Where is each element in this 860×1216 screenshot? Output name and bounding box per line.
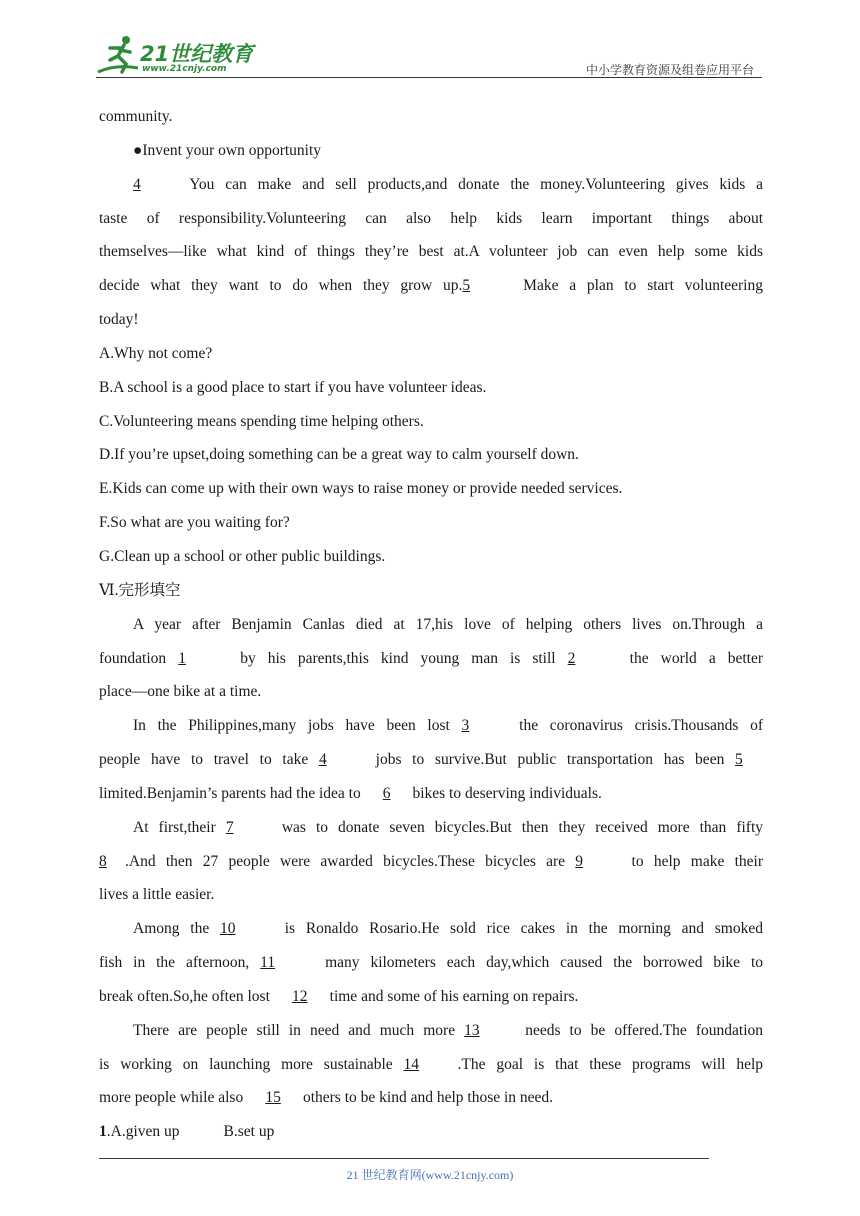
text-line: In the Philippines,many jobs have been lost 3 the coronavirus crisis.Thousands of (99, 709, 763, 743)
answer-blank: 4 (318, 751, 327, 769)
answer-blank: 12 (292, 987, 308, 1005)
text-line: lives a little easier. (99, 886, 215, 904)
text-line: There are people still in need and much more 13 needs to be offered.The foundation (99, 1014, 763, 1048)
text-line: taste of responsibility.Volunteering can also help kids learn important things about (99, 209, 763, 227)
question-line (99, 1115, 763, 1149)
text-line: community. (99, 108, 173, 125)
answer-blank: 4 (133, 175, 141, 193)
answer-blank: 5 (735, 751, 743, 769)
text-line: is working on launching more sustainable 14 .The goal is that these programs will help (99, 1048, 763, 1082)
answer-blank: 14 (403, 1055, 420, 1073)
text-line: people have to travel to take 4 jobs to survive.But public transportation has been 5 (99, 743, 763, 777)
section-heading: ●Invent your own opportunity (133, 141, 322, 159)
answer-blank: 5 (462, 277, 471, 295)
text-line: decide what they want to do when they grow up.5 Make a plan to start volunteering (99, 269, 763, 303)
answer-blank: 7 (225, 818, 234, 836)
option-line: C.Volunteering means spending time helping others. (99, 412, 424, 430)
site-logo (96, 34, 266, 78)
answer-blank: 15 (265, 1089, 281, 1107)
text-line: At first,their 7 was to donate seven bicycles.But then they received more than fifty (99, 811, 763, 845)
runner-icon (96, 34, 140, 78)
footer-divider (99, 1158, 709, 1159)
option-line: D.If you’re upset,doing something can be a great way to calm yourself down. (99, 446, 579, 464)
option-line: E.Kids can come up with their own ways to raise money or provide needed services. (99, 480, 623, 498)
answer-blank: 10 (219, 920, 236, 938)
answer-blank: 2 (567, 649, 576, 667)
text-line: A year after Benjamin Canlas died at 17,his love of helping others lives on.Through a (133, 615, 763, 633)
answer-blank: 6 (382, 784, 391, 802)
text-line: foundation 1 by his parents,this kind young man is still 2 the world a better (99, 642, 763, 676)
option-line: F.So what are you waiting for? (99, 514, 290, 532)
text-line: break often.So,he often lost 12 time and some of his earning on repairs. (99, 980, 763, 1014)
text-line: Among the 10 is Ronaldo Rosario.He sold rice cakes in the morning and smoked (99, 912, 763, 946)
question-number: 1 (99, 1123, 107, 1141)
answer-blank: 3 (461, 717, 470, 735)
text-line: themselves—like what kind of things they’re best at.A volunteer job can even help some kids (99, 243, 763, 261)
answer-blank: 8 (99, 852, 107, 870)
text-line: limited.Benjamin’s parents had the idea to 6 bikes to deserving individuals. (99, 777, 763, 811)
header-divider (96, 77, 762, 78)
logo-url: www.21cnjy.com (142, 64, 227, 74)
answer-blank: 1 (178, 649, 186, 667)
option-a: .A.given up (106, 1123, 180, 1141)
option-line: G.Clean up a school or other public buildings. (99, 547, 386, 565)
text-line: fish in the afternoon, 11 many kilometers each day,which caused the borrowed bike to (99, 946, 763, 980)
answer-blank: 13 (464, 1021, 480, 1039)
page-footer: 21 世纪教育网(www.21cnjy.com) (346, 1168, 514, 1182)
text-line: 4 You can make and sell products,and donate the money.Volunteering gives kids a (99, 168, 763, 202)
text-line: more people while also 15 others to be kind and help those in need. (99, 1081, 763, 1115)
option-line: A.Why not come? (99, 344, 213, 362)
text-line: place—one bike at a time. (99, 683, 262, 701)
answer-blank: 9 (575, 852, 584, 870)
header-tagline: 中小学教育资源及组卷应用平台 (585, 63, 754, 77)
page-header (0, 0, 860, 80)
option-b: B.set up (223, 1123, 275, 1141)
document-body (99, 100, 763, 1149)
option-line: B.A school is a good place to start if you have volunteer ideas. (99, 378, 487, 396)
text-line: 8 .And then 27 people were awarded bicycles.These bicycles are 9 to help make their (99, 845, 763, 879)
logo-text: 21世纪教育 (140, 42, 254, 66)
section-title: Ⅵ.完形填空 (99, 581, 181, 599)
text-line: today! (99, 311, 139, 329)
answer-blank: 11 (260, 954, 276, 972)
